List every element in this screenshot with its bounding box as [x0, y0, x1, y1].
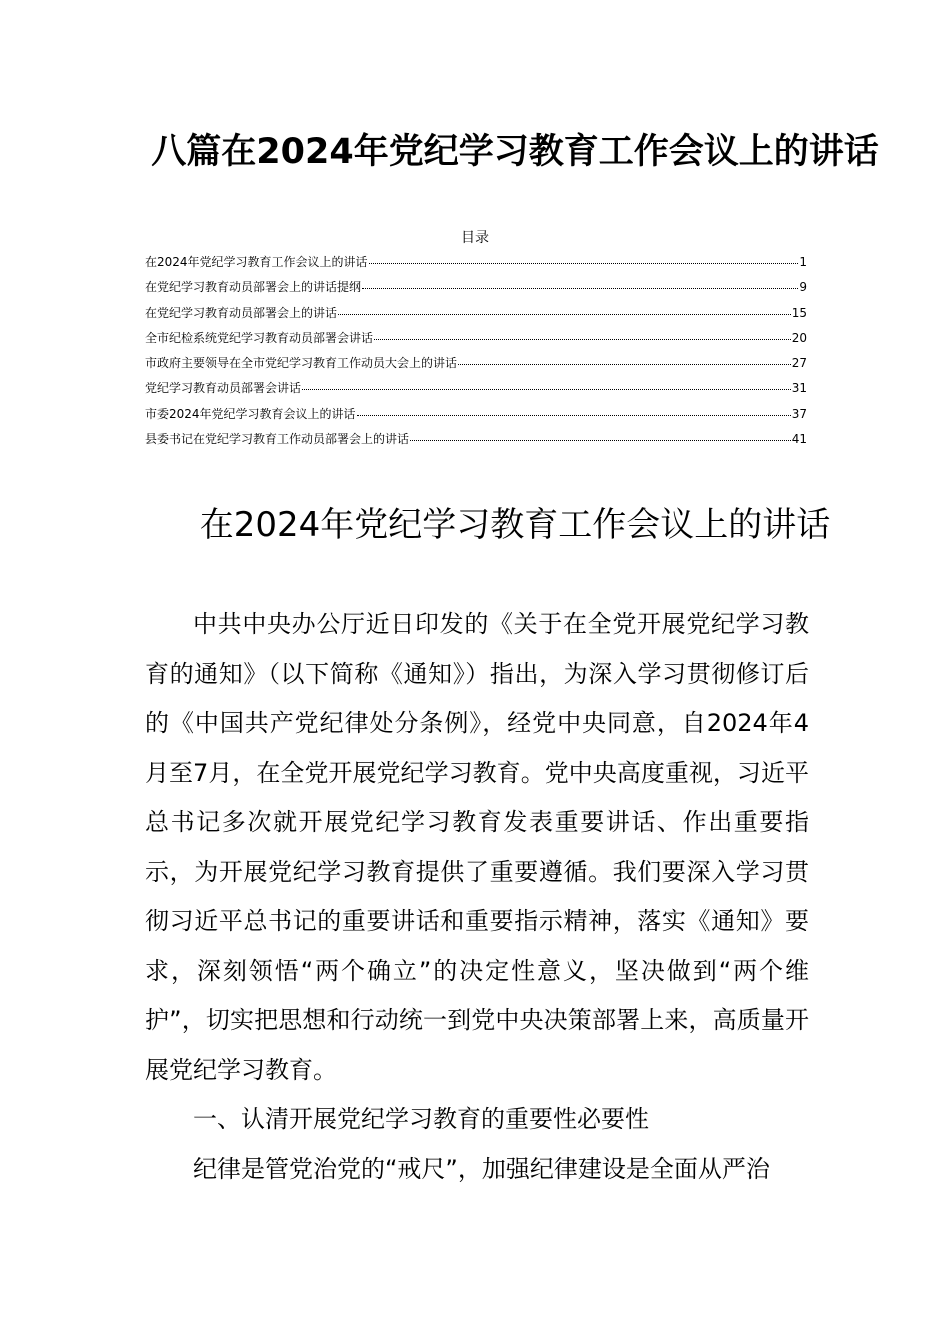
toc-entry[interactable]	[145, 251, 807, 276]
subheading: 一、认清开展党纪学习教育的重要性必要性	[193, 1105, 649, 1133]
toc-entry-title: 市政府主要领导在全市党纪学习教育工作动员大会上的讲话	[145, 356, 458, 371]
toc-leader-dots	[338, 302, 791, 315]
toc-heading: 目录	[461, 230, 489, 246]
toc-entry-page: 41	[791, 432, 807, 447]
toc-leader-dots	[458, 352, 791, 365]
toc-entry-page: 31	[791, 381, 807, 396]
toc-entry[interactable]	[145, 377, 807, 402]
toc-leader-dots	[362, 276, 798, 289]
toc-entry[interactable]	[145, 352, 807, 377]
toc-entry[interactable]	[145, 403, 807, 428]
toc-entry-title: 在2024年党纪学习教育工作会议上的讲话	[145, 255, 368, 269]
toc-entry-title: 全市纪检系统党纪学习教育动员部署会讲话	[145, 330, 374, 345]
toc-entry[interactable]	[145, 327, 807, 352]
toc-leader-dots	[369, 251, 799, 264]
toc-entry-title: 在党纪学习教育动员部署会上的讲话	[145, 305, 338, 320]
toc-entry-title: 县委书记在党纪学习教育工作动员部署会上的讲话	[145, 432, 410, 447]
toc-leader-dots	[410, 428, 791, 441]
toc-leader-dots	[374, 327, 791, 340]
toc-entry-title: 市委2024年党纪学习教育会议上的讲话	[145, 406, 356, 421]
table-of-contents	[145, 251, 807, 453]
toc-leader-dots	[357, 403, 791, 416]
toc-entry-page: 27	[791, 356, 807, 371]
toc-entry-title: 在党纪学习教育动员部署会上的讲话提纲	[145, 280, 362, 295]
toc-entry-page: 9	[799, 280, 807, 295]
toc-entry-title: 党纪学习教育动员部署会讲话	[145, 381, 302, 396]
toc-entry[interactable]	[145, 428, 807, 453]
paragraph: 纪律是管党治党的“戒尺”，加强纪律建设是全面从严治	[193, 1154, 770, 1183]
document-title: 八篇在2024年党纪学习教育工作会议上的讲话	[151, 132, 879, 172]
paragraph: 中共中央办公厅近日印发的《关于在全党开展党纪学习教育的通知》（以下简称《通知》）指出，为深入学习贯彻修订后的《中国共产党纪律处分条例》，经党中央同意，自2024年4月至7月，在全党开展党纪学习教育。党中央高度重视，习近平总书记多次就开展党纪学习教育发表重要讲话、作出重要指示，为开展党纪学习教育提供了重要遵循。我们要深入学习贯彻习近平总书记的重要讲话和重要指示精神，落实《通知》要求，深刻领悟“两个确立”的决定性意义，坚决做到“两个维护”，切实把思想和行动统一到党中央决策部署上来，高质量开展党纪学习教育。	[145, 610, 809, 1084]
toc-entry-page: 15	[791, 305, 807, 320]
toc-entry-page: 1	[799, 255, 807, 269]
toc-entry-page: 37	[791, 406, 807, 421]
toc-entry-page: 20	[791, 330, 807, 345]
toc-leader-dots	[302, 377, 791, 390]
body-text	[145, 600, 809, 1194]
toc-entry[interactable]	[145, 302, 807, 327]
toc-entry[interactable]	[145, 276, 807, 301]
section-title: 在2024年党纪学习教育工作会议上的讲话	[199, 505, 831, 545]
